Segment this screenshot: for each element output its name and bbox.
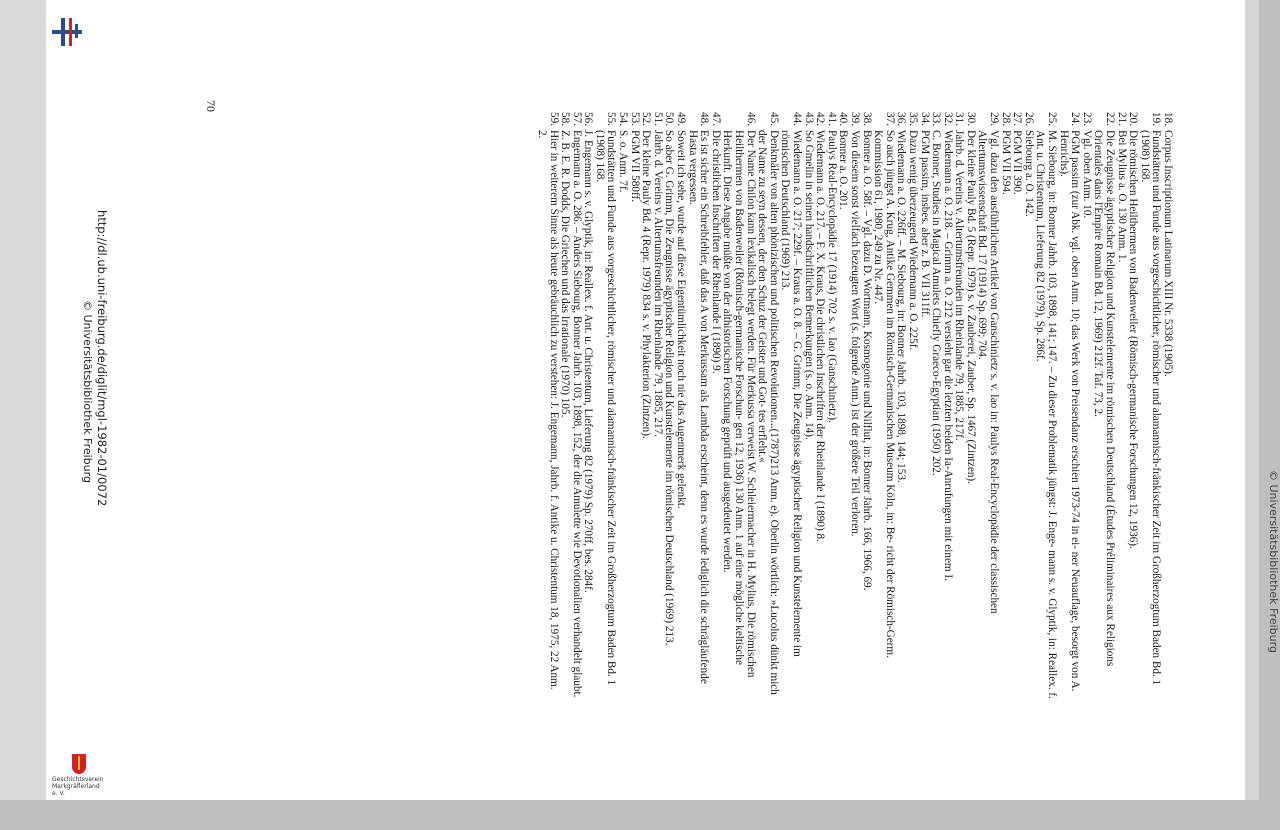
footnote-number: 58.	[559, 112, 572, 126]
footnote	[999, 100, 1011, 700]
footnote-text: J. Engemann s. v. Glyptik, in: Reallex. f. Ant. u. Christentum, Lieferung 82 (1979) Sp. 270ff, bes. 284f.	[582, 130, 595, 593]
footnote-text: Paulys Real-Encyclopädie 17 (1914) 702 s. v. Iao (Ganschinietz).	[825, 130, 838, 423]
footnote	[779, 100, 802, 700]
footnote-number: 33.	[930, 112, 943, 126]
footnote	[837, 100, 849, 700]
footnote-text: Fundstätten und Funde aus vorgeschichtlicher, römischer und alamannisch-fränkischer Zeit im Großherzogtum Baden Bd. 1 (1908) 168.	[1138, 130, 1163, 686]
footnote-text: PGM VII 580ff.	[628, 130, 641, 202]
footnote	[721, 100, 756, 700]
footnote-number: 35.	[906, 112, 919, 126]
footnote-number: 26.	[1022, 112, 1035, 126]
geschichtsverein-badge	[50, 754, 104, 798]
header-cut-text: © Universitätsbibliothek Freiburg	[1267, 470, 1280, 653]
footnote	[582, 100, 594, 700]
footnote-number: 59.	[547, 112, 560, 126]
footnote	[1080, 100, 1092, 700]
footnote-number: 44.	[791, 112, 803, 126]
footnote-text: Engemann a. O. 286. – Anders Siebourg, Bonner Jahrb. 103, 1898, 152, der die Amulette wie Devotionalien verhandelt glaubt.	[570, 130, 583, 698]
footnote-text: S. o. Anm. 7f.	[617, 130, 630, 193]
footnote-number: 55.	[605, 112, 618, 126]
footnote	[1127, 100, 1139, 700]
footnote-text: Denkmäler von alten phönizischen und politischen Revolutionen...(1787)213 Anm. e). Oberlin wörtlich: »Lucolus dünkt mich der Name zu seyn dessen, der den Schuz der Geister und Got- tes erfleht.«	[756, 130, 780, 695]
footnote-number: 46.	[744, 112, 757, 126]
footnote	[906, 100, 918, 700]
footnote-number: 48.	[698, 112, 711, 126]
footnote	[895, 100, 907, 700]
footnote-number: 53.	[628, 112, 641, 126]
footnote-text: Dazu wenig überzeugend Wiedemann a. O. 225f.	[906, 130, 919, 351]
footnote	[802, 100, 814, 700]
footnote-text: Bonner a. O. 58f. – Vgl. dazu D. Wortmann, Kosmogonie und Nilflut, in: Bonner Jahrb. 166, 1966, 69.	[860, 130, 873, 591]
footnote-text: Vgl. dazu den ausführlichen Artikel von Ganschinietz s. v. Iao in: Paulys Real-Encyclopädie der classischen Altertumswissenschaft Bd. 17 (1914) Sp. 699; 704.	[976, 130, 1001, 614]
footnote-number: 36.	[895, 112, 908, 126]
footnote-number: 34.	[918, 112, 931, 126]
footnote	[674, 100, 686, 700]
footnote-number: 24.	[1069, 112, 1082, 126]
footnote	[814, 100, 826, 700]
copyright-line: © Universitätsbibliothek Freiburg	[81, 300, 94, 483]
footnote	[848, 100, 860, 700]
footnote-text: Der Name Chilon kann lexikalisch belegt werden. Für Merkussa verweist W. Schleiermacher in H. Mylius, Die römischen Heilthermen von Badenweiler (Römisch-germanische Forschun- gen 12, 1936) 130 Anm. 1 auf eine mögliche keltische Herkunft. Diese Angabe müßte von der althistorischen Forschung geprüft und ausgedeutet werden.	[721, 130, 757, 678]
footnote	[1115, 100, 1127, 700]
footnote-text: Siebourg a. O. 142.	[1022, 130, 1035, 217]
permalink-url[interactable]: http://dl.ub.uni-freiburg.de/diglit/mgl-1982-01/0072	[95, 210, 109, 507]
footnote	[918, 100, 930, 700]
footnote-number: 32.	[941, 112, 954, 126]
footnote-text: C. Bonner, Studies in Magical Amulets Chiefly Graeco-Egyptian (1950) 202.	[930, 130, 943, 476]
footnote	[1022, 100, 1034, 700]
footnote-number: 18.	[1162, 112, 1174, 126]
footnote-number: 51.	[651, 112, 664, 126]
footnote-text: Wiedemann a. O. 218. – Grimm a. O. 212 versieht gar die letzten beiden Ia-Anrufungen mit einem I.	[941, 130, 954, 581]
footnote	[640, 100, 652, 700]
footnote	[1092, 100, 1115, 700]
footnote	[617, 100, 629, 700]
footnote	[860, 100, 872, 700]
footnote-text: Die christlichen Inschriften der Rheinlande I (1890) 9.	[709, 130, 722, 374]
footnote-number: 43.	[802, 112, 815, 126]
footnote-number: 45.	[767, 112, 780, 126]
footnote-text: Z. B. E. R. Dodds, Die Griechen und das Irrationale (1970) 105.	[559, 130, 572, 418]
footnote	[872, 100, 895, 700]
footnote-number: 41.	[825, 112, 838, 126]
footnote	[825, 100, 837, 700]
footnote	[559, 100, 571, 700]
footnote-number: 21.	[1115, 112, 1128, 126]
footnote-list	[535, 100, 1173, 700]
footnote-text: So auch jüngst A. Krug, Antike Gemmen im Römisch-Germanischen Museum Köln, in: Be- richt der Römisch-Germ. Kommission 61, 1980, 249 zu Nr. 447.	[872, 130, 896, 658]
footnote	[930, 100, 942, 700]
footnote-text: Wiedemann a. O. 226ff. – M. Siebourg, in: Bonner Jahrb. 103, 1898, 144; 153.	[895, 130, 908, 483]
footnote-number: 39.	[848, 112, 861, 126]
footnote	[663, 100, 675, 700]
footnote-number: 57.	[570, 112, 583, 126]
footnote-text: So aber G. Grimm, Die Zeugnisse ägyptischer Religion und Kunstelemente im römischen Deutschland (1969) 213.	[663, 130, 676, 646]
footnote-text: Bonner a. O. 201.	[837, 130, 850, 210]
footnote-text: PGM VII 594.	[999, 130, 1012, 195]
footnote	[570, 100, 582, 700]
footnote-text: Hier in weiterem Sinne als heute gebräuchlich zu verstehen: J. Engemann, Jahrb. f. Antike u. Christentum 18, 1975, 22 Anm. 2.	[535, 130, 560, 690]
footnote-number: 40.	[837, 112, 850, 126]
footnote-number: 37.	[883, 112, 896, 126]
footnote	[941, 100, 953, 700]
footnote-number: 50.	[663, 112, 676, 126]
footnote-text: Es ist sicher ein Schreibfehler, daß das A von Merkussam als Lambda erscheint, denn es wurde lediglich die schrägläufende Hasta vergessen.	[686, 130, 711, 684]
footnote	[1057, 100, 1080, 700]
footnote-number: 28.	[999, 112, 1012, 126]
footnote-text: So Gmelin in seinen handschriftlichen Bemerkungen (s. o. Anm. 14).	[802, 130, 815, 440]
footnote-number: 38.	[860, 112, 873, 126]
footnote-text: Soweit ich sehe, wurde auf diese Eigentümlichkeit noch nie das Augenmerk gelenkt.	[675, 130, 688, 509]
footnote-text: PGM passim (zur Abk. vgl. oben Anm. 10; das Werk von Preisendanz erschien 1973-74 in ei- ner Neuauflage, besorgt von A. Henrichs).	[1057, 130, 1082, 692]
footnote-number: 47.	[709, 112, 722, 126]
footnote-text: Von diesem sonst vielfach bezeugten Wort (s. folgende Anm.) ist der größere Teil verloren.	[848, 130, 861, 537]
footnote	[628, 100, 640, 700]
footnote-text: Die Zeugnisse ägyptischer Religion und Kunstelemente im römischen Deutschland (Études Préliminaires aux Religions Orientales dans l'Empire Romain Bd. 12, 1969) 212f. Taf. 73, 2.	[1092, 130, 1117, 667]
footnote	[1011, 100, 1023, 700]
footnote-text: Wiedemann a. O. 217; 229f. – Kraus a. O. 8. – G. Grimm, Die Zeugnisse ägyptischer Religion und Kunstelemente im römischen Deutschland (1969) 213.	[779, 130, 803, 657]
footnote-number: 54.	[617, 112, 630, 126]
footnote-number: 42.	[814, 112, 827, 126]
footnote-text: Vgl. oben Anm. 10.	[1080, 130, 1093, 219]
scanned-page	[46, 0, 1280, 800]
page-number: 70	[204, 100, 218, 112]
badge-label: Geschichtsverein Markgräflerland e. V.	[52, 776, 104, 797]
footnote	[953, 100, 965, 700]
footnote-number: 27.	[1011, 112, 1024, 126]
footnote	[1161, 100, 1173, 700]
footnote-text: Fundstätten und Funde aus vorgeschichtlicher, römischer und alamannisch-fränkischer Zeit im Großherzogtum Baden Bd. 1 (1908) 168.	[593, 130, 618, 686]
footnote-text: PGM VII 390.	[1011, 130, 1024, 195]
footnote-number: 19.	[1150, 112, 1163, 126]
footnote-number: 49.	[675, 112, 688, 126]
footnote-text: Bei Mylius a. O. 130 Anm. 1.	[1115, 130, 1128, 263]
footnote	[709, 100, 721, 700]
footnote-number: 52.	[640, 112, 653, 126]
footnote	[1138, 100, 1161, 700]
footnote	[593, 100, 616, 700]
footnote-text: Corpus Inscriptionum Latinarum XIII Nr. 5338 (1905).	[1162, 130, 1174, 377]
footnote-text: Der kleine Pauly Bd. 5 (Repr. 1979) s. v. Zauberei, Zauber, Sp. 1467 (Zintzen).	[964, 130, 977, 484]
footnote-number: 29.	[988, 112, 1001, 126]
footnote-number: 25.	[1046, 112, 1059, 126]
footnote-number: 30.	[964, 112, 977, 126]
footnote	[964, 100, 976, 700]
footnote-number: 22.	[1104, 112, 1117, 126]
footnote-text: Jahrb. d. Vereins v. Altertumsfreunden im Rheinlande 79, 1885, 217f.	[953, 130, 966, 441]
footnote	[651, 100, 663, 700]
footnote	[1034, 100, 1057, 700]
footnote	[756, 100, 779, 700]
footnote-number: 23.	[1080, 112, 1093, 126]
footnote	[976, 100, 999, 700]
rotated-text-block	[81, 0, 1280, 800]
footnote-number: 31.	[953, 112, 966, 126]
footnote-number: 20.	[1127, 112, 1140, 126]
footnote-number: 56.	[582, 112, 595, 126]
footnote-text: Der kleine Pauly Bd. 4 (Repr. 1979) 834 s. v. Phylakterion (Zintzen).	[640, 130, 653, 439]
footnote-text: Die römischen Heilthermen von Badenweiler (Römisch-germanische Forschungen 12, 1936).	[1127, 130, 1140, 549]
footnote-text: Wiedemann a. O. 217. – F. X. Kraus, Die christlichen Inschriften der Rheinlande I (1890) 8.	[814, 130, 827, 542]
footnote-text: M. Siebourg, in: Bonner Jahrb. 103, 1898, 141; 147. – Zu dieser Problematik jüngst: J. Enge- mann s. v. Glyptik, in: Reallex. f. Ant. u. Christentum, Lieferung 82 (1979), Sp. 286f.	[1034, 130, 1059, 699]
footnote	[686, 100, 709, 700]
left-viewer-strip	[0, 0, 47, 800]
footnote	[535, 100, 558, 700]
footnote-text: PGM passim, insbes. aber z. B. VII 311ff.	[918, 130, 931, 318]
library-logo-icon	[52, 18, 82, 48]
footnote-text: Jahrb. d. Vereins v. Altertumsfreunden im Rheinlande 79, 1885, 217.	[651, 130, 664, 437]
